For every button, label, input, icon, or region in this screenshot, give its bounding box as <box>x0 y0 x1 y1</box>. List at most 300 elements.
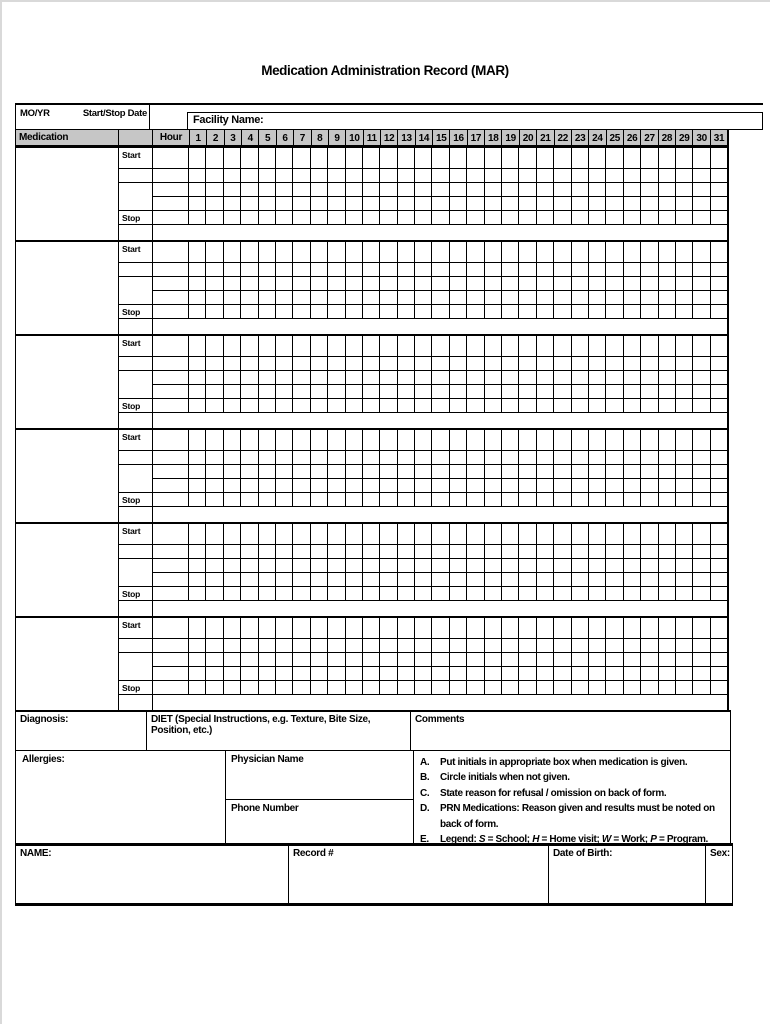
day-cell[interactable] <box>206 667 223 680</box>
day-cell[interactable] <box>485 277 502 290</box>
day-cell[interactable] <box>554 291 571 304</box>
day-cell[interactable] <box>676 639 693 652</box>
day-cell[interactable] <box>328 639 345 652</box>
day-cell[interactable] <box>467 451 484 464</box>
day-cell[interactable] <box>276 169 293 182</box>
day-cell[interactable] <box>589 357 606 370</box>
day-cell[interactable] <box>572 493 589 506</box>
day-cell[interactable] <box>659 587 676 600</box>
day-cell[interactable] <box>311 465 328 478</box>
day-cell[interactable] <box>189 479 206 492</box>
day-cell[interactable] <box>259 587 276 600</box>
day-cell[interactable] <box>380 681 397 694</box>
day-cell[interactable] <box>432 451 449 464</box>
day-cell[interactable] <box>450 573 467 586</box>
day-cell[interactable] <box>328 587 345 600</box>
hour-cell[interactable] <box>153 277 189 290</box>
day-cell[interactable] <box>589 371 606 384</box>
day-cell[interactable] <box>415 587 432 600</box>
day-cell[interactable] <box>467 357 484 370</box>
day-cell[interactable] <box>624 211 641 224</box>
day-cell[interactable] <box>589 211 606 224</box>
day-cell[interactable] <box>676 169 693 182</box>
day-cell[interactable] <box>311 430 328 450</box>
day-cell[interactable] <box>328 573 345 586</box>
day-cell[interactable] <box>676 573 693 586</box>
day-cell[interactable] <box>241 479 258 492</box>
day-cell[interactable] <box>589 653 606 666</box>
day-cell[interactable] <box>606 385 623 398</box>
day-cell[interactable] <box>485 371 502 384</box>
day-cell[interactable] <box>415 618 432 638</box>
day-cell[interactable] <box>328 148 345 168</box>
day-cell[interactable] <box>589 169 606 182</box>
day-cell[interactable] <box>502 336 519 356</box>
day-cell[interactable] <box>189 211 206 224</box>
day-cell[interactable] <box>432 291 449 304</box>
day-cell[interactable] <box>519 667 536 680</box>
medication-cell[interactable] <box>16 430 119 522</box>
hour-cell[interactable] <box>153 211 189 224</box>
day-cell[interactable] <box>467 399 484 412</box>
day-cell[interactable] <box>519 242 536 262</box>
day-cell[interactable] <box>328 183 345 196</box>
day-cell[interactable] <box>641 493 658 506</box>
day-cell[interactable] <box>537 465 554 478</box>
day-cell[interactable] <box>276 148 293 168</box>
day-cell[interactable] <box>589 242 606 262</box>
day-cell[interactable] <box>224 242 241 262</box>
day-cell[interactable] <box>206 169 223 182</box>
day-cell[interactable] <box>432 277 449 290</box>
day-cell[interactable] <box>537 667 554 680</box>
day-cell[interactable] <box>241 681 258 694</box>
day-cell[interactable] <box>311 242 328 262</box>
day-cell[interactable] <box>711 639 727 652</box>
day-cell[interactable] <box>328 465 345 478</box>
day-cell[interactable] <box>363 242 380 262</box>
day-cell[interactable] <box>450 587 467 600</box>
day-cell[interactable] <box>415 559 432 572</box>
day-cell[interactable] <box>537 618 554 638</box>
day-cell[interactable] <box>485 524 502 544</box>
day-cell[interactable] <box>641 305 658 318</box>
day-cell[interactable] <box>432 430 449 450</box>
day-cell[interactable] <box>450 681 467 694</box>
day-cell[interactable] <box>641 148 658 168</box>
day-cell[interactable] <box>641 291 658 304</box>
day-cell[interactable] <box>711 385 727 398</box>
day-cell[interactable] <box>206 399 223 412</box>
day-cell[interactable] <box>398 211 415 224</box>
hour-cell[interactable] <box>153 667 189 680</box>
day-cell[interactable] <box>624 242 641 262</box>
day-cell[interactable] <box>502 242 519 262</box>
day-cell[interactable] <box>293 305 310 318</box>
day-cell[interactable] <box>485 183 502 196</box>
day-cell[interactable] <box>346 148 363 168</box>
start-date-cell[interactable] <box>119 618 152 639</box>
day-cell[interactable] <box>276 465 293 478</box>
day-cell[interactable] <box>224 211 241 224</box>
day-cell[interactable] <box>572 169 589 182</box>
hour-cell[interactable] <box>153 183 189 196</box>
day-cell[interactable] <box>450 465 467 478</box>
day-cell[interactable] <box>711 399 727 412</box>
start-date-cell[interactable] <box>119 336 152 357</box>
day-cell[interactable] <box>276 336 293 356</box>
day-cell[interactable] <box>554 587 571 600</box>
hour-cell[interactable] <box>153 493 189 506</box>
day-cell[interactable] <box>346 169 363 182</box>
day-cell[interactable] <box>224 587 241 600</box>
day-cell[interactable] <box>293 681 310 694</box>
day-cell[interactable] <box>224 385 241 398</box>
day-cell[interactable] <box>711 211 727 224</box>
day-cell[interactable] <box>293 371 310 384</box>
day-cell[interactable] <box>328 385 345 398</box>
day-cell[interactable] <box>467 385 484 398</box>
day-cell[interactable] <box>398 573 415 586</box>
day-cell[interactable] <box>519 681 536 694</box>
day-cell[interactable] <box>711 371 727 384</box>
day-cell[interactable] <box>380 305 397 318</box>
day-cell[interactable] <box>519 524 536 544</box>
day-cell[interactable] <box>502 465 519 478</box>
day-cell[interactable] <box>380 242 397 262</box>
day-cell[interactable] <box>624 399 641 412</box>
day-cell[interactable] <box>415 639 432 652</box>
day-cell[interactable] <box>450 336 467 356</box>
day-cell[interactable] <box>537 305 554 318</box>
day-cell[interactable] <box>224 559 241 572</box>
stop-date-cell[interactable] <box>119 681 152 695</box>
day-cell[interactable] <box>624 479 641 492</box>
day-cell[interactable] <box>606 183 623 196</box>
stop-date-cell[interactable] <box>119 587 152 601</box>
day-cell[interactable] <box>276 493 293 506</box>
day-cell[interactable] <box>519 183 536 196</box>
day-cell[interactable] <box>259 242 276 262</box>
day-cell[interactable] <box>363 573 380 586</box>
day-cell[interactable] <box>485 545 502 558</box>
day-cell[interactable] <box>537 291 554 304</box>
day-cell[interactable] <box>450 653 467 666</box>
day-cell[interactable] <box>659 618 676 638</box>
day-cell[interactable] <box>241 336 258 356</box>
day-cell[interactable] <box>606 242 623 262</box>
start-date-cell[interactable] <box>119 524 152 545</box>
day-cell[interactable] <box>398 291 415 304</box>
facility-name-field[interactable] <box>187 112 763 129</box>
label-cell[interactable] <box>119 371 152 399</box>
day-cell[interactable] <box>467 559 484 572</box>
label-cell[interactable] <box>119 639 152 653</box>
day-cell[interactable] <box>624 336 641 356</box>
day-cell[interactable] <box>641 211 658 224</box>
day-cell[interactable] <box>328 524 345 544</box>
day-cell[interactable] <box>641 524 658 544</box>
hour-cell[interactable] <box>153 357 189 370</box>
day-cell[interactable] <box>624 169 641 182</box>
day-cell[interactable] <box>276 479 293 492</box>
day-cell[interactable] <box>432 357 449 370</box>
day-cell[interactable] <box>624 545 641 558</box>
label-cell[interactable] <box>119 169 152 183</box>
day-cell[interactable] <box>624 197 641 210</box>
day-cell[interactable] <box>380 169 397 182</box>
day-cell[interactable] <box>554 639 571 652</box>
day-cell[interactable] <box>224 183 241 196</box>
day-cell[interactable] <box>328 667 345 680</box>
day-cell[interactable] <box>276 430 293 450</box>
day-cell[interactable] <box>450 291 467 304</box>
day-cell[interactable] <box>276 211 293 224</box>
day-cell[interactable] <box>519 559 536 572</box>
day-cell[interactable] <box>311 399 328 412</box>
day-cell[interactable] <box>659 148 676 168</box>
hour-cell[interactable] <box>153 639 189 652</box>
day-cell[interactable] <box>502 305 519 318</box>
day-cell[interactable] <box>206 639 223 652</box>
day-cell[interactable] <box>693 305 710 318</box>
day-cell[interactable] <box>554 183 571 196</box>
day-cell[interactable] <box>606 639 623 652</box>
day-cell[interactable] <box>241 211 258 224</box>
day-cell[interactable] <box>293 211 310 224</box>
day-cell[interactable] <box>641 545 658 558</box>
hour-cell[interactable] <box>153 479 189 492</box>
day-cell[interactable] <box>224 371 241 384</box>
day-cell[interactable] <box>415 493 432 506</box>
day-cell[interactable] <box>589 587 606 600</box>
label-cell[interactable] <box>119 545 152 559</box>
day-cell[interactable] <box>641 479 658 492</box>
day-cell[interactable] <box>693 183 710 196</box>
day-cell[interactable] <box>363 148 380 168</box>
day-cell[interactable] <box>485 573 502 586</box>
day-cell[interactable] <box>676 587 693 600</box>
day-cell[interactable] <box>554 242 571 262</box>
day-cell[interactable] <box>572 385 589 398</box>
day-cell[interactable] <box>606 371 623 384</box>
day-cell[interactable] <box>189 291 206 304</box>
day-cell[interactable] <box>519 493 536 506</box>
day-cell[interactable] <box>346 357 363 370</box>
day-cell[interactable] <box>676 451 693 464</box>
day-cell[interactable] <box>311 385 328 398</box>
day-cell[interactable] <box>502 430 519 450</box>
day-cell[interactable] <box>572 587 589 600</box>
day-cell[interactable] <box>276 451 293 464</box>
day-cell[interactable] <box>519 371 536 384</box>
day-cell[interactable] <box>641 430 658 450</box>
day-cell[interactable] <box>572 183 589 196</box>
day-cell[interactable] <box>380 183 397 196</box>
day-cell[interactable] <box>519 148 536 168</box>
day-cell[interactable] <box>554 169 571 182</box>
day-cell[interactable] <box>224 618 241 638</box>
day-cell[interactable] <box>206 451 223 464</box>
day-cell[interactable] <box>693 385 710 398</box>
day-cell[interactable] <box>189 559 206 572</box>
day-cell[interactable] <box>450 197 467 210</box>
name-field[interactable] <box>16 846 289 903</box>
day-cell[interactable] <box>554 479 571 492</box>
day-cell[interactable] <box>659 242 676 262</box>
day-cell[interactable] <box>380 430 397 450</box>
day-cell[interactable] <box>398 493 415 506</box>
day-cell[interactable] <box>606 545 623 558</box>
day-cell[interactable] <box>224 399 241 412</box>
day-cell[interactable] <box>659 430 676 450</box>
day-cell[interactable] <box>554 618 571 638</box>
day-cell[interactable] <box>259 479 276 492</box>
day-cell[interactable] <box>276 681 293 694</box>
day-cell[interactable] <box>537 479 554 492</box>
day-cell[interactable] <box>711 493 727 506</box>
day-cell[interactable] <box>502 639 519 652</box>
day-cell[interactable] <box>415 263 432 276</box>
day-cell[interactable] <box>676 493 693 506</box>
day-cell[interactable] <box>363 385 380 398</box>
day-cell[interactable] <box>415 385 432 398</box>
day-cell[interactable] <box>641 639 658 652</box>
day-cell[interactable] <box>711 291 727 304</box>
day-cell[interactable] <box>624 291 641 304</box>
day-cell[interactable] <box>502 371 519 384</box>
day-cell[interactable] <box>398 169 415 182</box>
day-cell[interactable] <box>311 524 328 544</box>
day-cell[interactable] <box>467 681 484 694</box>
day-cell[interactable] <box>502 183 519 196</box>
day-cell[interactable] <box>572 211 589 224</box>
day-cell[interactable] <box>415 148 432 168</box>
day-cell[interactable] <box>589 291 606 304</box>
day-cell[interactable] <box>641 385 658 398</box>
day-cell[interactable] <box>624 357 641 370</box>
day-cell[interactable] <box>398 336 415 356</box>
day-cell[interactable] <box>467 371 484 384</box>
record-number-field[interactable] <box>289 846 549 903</box>
day-cell[interactable] <box>537 211 554 224</box>
day-cell[interactable] <box>189 493 206 506</box>
day-cell[interactable] <box>293 197 310 210</box>
day-cell[interactable] <box>502 169 519 182</box>
day-cell[interactable] <box>432 653 449 666</box>
day-cell[interactable] <box>276 618 293 638</box>
day-cell[interactable] <box>676 524 693 544</box>
day-cell[interactable] <box>363 667 380 680</box>
day-cell[interactable] <box>519 479 536 492</box>
day-cell[interactable] <box>363 336 380 356</box>
day-cell[interactable] <box>293 336 310 356</box>
day-cell[interactable] <box>415 211 432 224</box>
day-cell[interactable] <box>467 277 484 290</box>
day-cell[interactable] <box>380 385 397 398</box>
day-cell[interactable] <box>432 493 449 506</box>
day-cell[interactable] <box>711 148 727 168</box>
day-cell[interactable] <box>606 451 623 464</box>
day-cell[interactable] <box>711 169 727 182</box>
day-cell[interactable] <box>693 618 710 638</box>
day-cell[interactable] <box>519 653 536 666</box>
day-cell[interactable] <box>259 667 276 680</box>
day-cell[interactable] <box>224 277 241 290</box>
day-cell[interactable] <box>363 371 380 384</box>
day-cell[interactable] <box>485 451 502 464</box>
day-cell[interactable] <box>432 242 449 262</box>
day-cell[interactable] <box>467 183 484 196</box>
day-cell[interactable] <box>259 545 276 558</box>
day-cell[interactable] <box>380 559 397 572</box>
day-cell[interactable] <box>467 336 484 356</box>
day-cell[interactable] <box>572 430 589 450</box>
day-cell[interactable] <box>676 242 693 262</box>
day-cell[interactable] <box>328 277 345 290</box>
day-cell[interactable] <box>432 479 449 492</box>
day-cell[interactable] <box>380 357 397 370</box>
day-cell[interactable] <box>606 357 623 370</box>
day-cell[interactable] <box>485 681 502 694</box>
day-cell[interactable] <box>328 493 345 506</box>
day-cell[interactable] <box>432 559 449 572</box>
day-cell[interactable] <box>485 430 502 450</box>
day-cell[interactable] <box>519 305 536 318</box>
day-cell[interactable] <box>485 667 502 680</box>
day-cell[interactable] <box>519 451 536 464</box>
day-cell[interactable] <box>641 169 658 182</box>
day-cell[interactable] <box>711 587 727 600</box>
day-cell[interactable] <box>432 169 449 182</box>
day-cell[interactable] <box>659 465 676 478</box>
day-cell[interactable] <box>467 197 484 210</box>
day-cell[interactable] <box>398 305 415 318</box>
day-cell[interactable] <box>328 681 345 694</box>
day-cell[interactable] <box>624 667 641 680</box>
day-cell[interactable] <box>659 357 676 370</box>
day-cell[interactable] <box>641 451 658 464</box>
day-cell[interactable] <box>554 493 571 506</box>
day-cell[interactable] <box>380 197 397 210</box>
day-cell[interactable] <box>224 197 241 210</box>
day-cell[interactable] <box>415 667 432 680</box>
day-cell[interactable] <box>380 291 397 304</box>
day-cell[interactable] <box>572 559 589 572</box>
day-cell[interactable] <box>293 277 310 290</box>
day-cell[interactable] <box>398 559 415 572</box>
day-cell[interactable] <box>693 639 710 652</box>
day-cell[interactable] <box>676 183 693 196</box>
day-cell[interactable] <box>572 291 589 304</box>
day-cell[interactable] <box>346 524 363 544</box>
day-cell[interactable] <box>206 559 223 572</box>
day-cell[interactable] <box>346 587 363 600</box>
day-cell[interactable] <box>363 479 380 492</box>
day-cell[interactable] <box>711 465 727 478</box>
day-cell[interactable] <box>659 399 676 412</box>
hour-cell[interactable] <box>153 587 189 600</box>
day-cell[interactable] <box>711 263 727 276</box>
day-cell[interactable] <box>572 653 589 666</box>
day-cell[interactable] <box>554 399 571 412</box>
day-cell[interactable] <box>450 169 467 182</box>
day-cell[interactable] <box>415 242 432 262</box>
day-cell[interactable] <box>502 667 519 680</box>
day-cell[interactable] <box>624 277 641 290</box>
day-cell[interactable] <box>189 336 206 356</box>
day-cell[interactable] <box>346 653 363 666</box>
